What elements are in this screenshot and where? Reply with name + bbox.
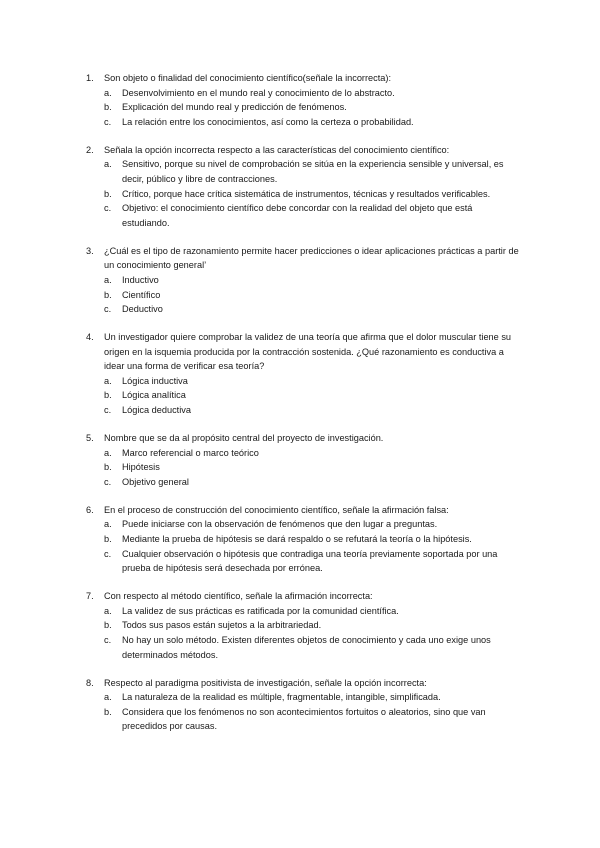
option-item <box>86 187 520 202</box>
question-text: Nombre que se da al propósito central del proyecto de investigación. <box>104 433 384 444</box>
option-item <box>86 633 520 662</box>
option-text: Cualquier observación o hipótesis que contradiga una teoría previamente soportada por una prueba de hipótesis será desechada por errónea. <box>122 548 498 574</box>
option-list <box>86 273 520 317</box>
option-text: Sensitivo, porque su nivel de comprobación se sitúa en la experiencia sensible y universal, es decir, público y libre de contracciones. <box>122 159 504 184</box>
option-letter: a. <box>104 519 112 530</box>
option-item <box>86 288 520 303</box>
question-list <box>86 71 520 734</box>
option-letter: b. <box>104 462 112 473</box>
option-letter: c. <box>104 548 112 559</box>
option-text: Lógica deductiva <box>122 405 191 416</box>
option-item <box>86 517 520 532</box>
question-row <box>86 676 520 691</box>
option-item <box>86 388 520 403</box>
option-item <box>86 690 520 705</box>
option-text: La naturaleza de la realidad es múltiple, fragmentable, intangible, simplificada. <box>122 692 441 703</box>
option-text: La validez de sus prácticas es ratificada por la comunidad científica. <box>122 605 399 616</box>
option-item <box>86 273 520 288</box>
question-row <box>86 71 520 86</box>
question-number: 2. <box>86 144 94 155</box>
option-letter: b. <box>104 188 112 199</box>
question-row <box>86 503 520 518</box>
option-text: Considera que los fenómenos no son acontecimientos fortuitos o aleatorios, sino que van precedidos por causas. <box>122 706 486 732</box>
question-row <box>86 431 520 446</box>
option-letter: a. <box>104 605 112 616</box>
question-row <box>86 143 520 158</box>
question-number: 3. <box>86 245 94 256</box>
option-text: Deductivo <box>122 304 163 315</box>
option-item <box>86 532 520 547</box>
option-list <box>86 157 520 230</box>
option-list <box>86 690 520 734</box>
option-list <box>86 374 520 418</box>
option-text: Explicación del mundo real y predicción de fenómenos. <box>122 102 347 113</box>
option-text: Marco referencial o marco teórico <box>122 447 259 458</box>
option-item <box>86 604 520 619</box>
option-text: Desenvolvimiento en el mundo real y conocimiento de lo abstracto. <box>122 87 395 98</box>
question-item <box>86 143 520 231</box>
option-text: Inductivo <box>122 274 159 285</box>
question-text: Un investigador quiere comprobar la validez de una teoría que afirma que el dolor muscular tiene su origen en la isquemia producida por la contracción sostenida. ¿Qué razonamiento es conductiva a idear una forma de verificar esa teoría? <box>104 332 512 372</box>
question-item <box>86 244 520 317</box>
option-letter: b. <box>104 102 112 113</box>
option-letter: b. <box>104 289 112 300</box>
option-item <box>86 547 520 576</box>
question-text: Respecto al paradigma positivista de investigación, señale la opción incorrecta: <box>104 677 427 688</box>
option-letter: b. <box>104 620 112 631</box>
option-text: Puede iniciarse con la observación de fenómenos que den lugar a preguntas. <box>122 519 438 530</box>
question-text: Con respecto al método científico, señale la afirmación incorrecta: <box>104 591 373 602</box>
question-item <box>86 503 520 576</box>
option-letter: c. <box>104 116 112 127</box>
question-item <box>86 431 520 489</box>
option-item <box>86 705 520 734</box>
question-row <box>86 589 520 604</box>
option-text: Todos sus pasos están sujetos a la arbitrariedad. <box>122 620 322 631</box>
option-letter: a. <box>104 159 112 170</box>
question-number: 6. <box>86 504 94 515</box>
option-text: Lógica inductiva <box>122 375 188 386</box>
option-item <box>86 201 520 230</box>
option-list <box>86 517 520 575</box>
option-text: Científico <box>122 289 161 300</box>
option-item <box>86 100 520 115</box>
question-text: Señala la opción incorrecta respecto a las características del conocimiento científico: <box>104 144 450 155</box>
question-item <box>86 71 520 129</box>
question-number: 5. <box>86 433 94 444</box>
option-letter: c. <box>104 203 112 214</box>
option-item <box>86 403 520 418</box>
option-letter: b. <box>104 706 112 717</box>
option-letter: c. <box>104 634 112 645</box>
option-list <box>86 86 520 130</box>
option-text: Mediante la prueba de hipótesis se dará respaldo o se refutará la teoría o la hipótesis. <box>122 533 472 544</box>
question-row <box>86 244 520 273</box>
option-item <box>86 302 520 317</box>
option-text: No hay un solo método. Existen diferentes objetos de conocimiento y cada uno exige unos determinados métodos. <box>122 634 491 660</box>
option-letter: c. <box>104 304 112 315</box>
question-number: 7. <box>86 591 94 602</box>
option-letter: c. <box>104 476 112 487</box>
question-item <box>86 676 520 734</box>
option-text: La relación entre los conocimientos, así como la certeza o probabilidad. <box>122 116 414 127</box>
question-number: 1. <box>86 73 94 83</box>
option-text: Objetivo general <box>122 476 189 487</box>
option-item <box>86 157 520 186</box>
question-text: ¿Cuál es el tipo de razonamiento permite hacer predicciones o idear aplicaciones prácticas a partir de un conocimiento general’ <box>104 245 519 271</box>
option-letter: c. <box>104 405 112 416</box>
question-item <box>86 589 520 662</box>
option-letter: a. <box>104 87 112 98</box>
option-item <box>86 475 520 490</box>
question-text: En el proceso de construcción del conocimiento científico, señale la afirmación falsa: <box>104 504 449 515</box>
option-list <box>86 604 520 662</box>
option-item <box>86 374 520 389</box>
question-item <box>86 330 520 418</box>
option-letter: b. <box>104 533 112 544</box>
option-text: Crítico, porque hace crítica sistemática de instrumentos, técnicas y resultados verificables. <box>122 188 491 199</box>
option-letter: a. <box>104 274 112 285</box>
question-number: 8. <box>86 677 94 688</box>
option-item <box>86 86 520 101</box>
option-letter: a. <box>104 692 112 703</box>
option-item <box>86 618 520 633</box>
option-letter: b. <box>104 390 112 401</box>
option-text: Hipótesis <box>122 462 160 473</box>
option-item <box>86 460 520 475</box>
option-text: Objetivo: el conocimiento científico debe concordar con la realidad del objeto que está estudiando. <box>122 203 473 228</box>
question-number: 4. <box>86 332 94 343</box>
option-item <box>86 115 520 130</box>
option-letter: a. <box>104 447 112 458</box>
question-text: Son objeto o finalidad del conocimiento científico(señale la incorrecta): <box>104 73 392 83</box>
option-item <box>86 446 520 461</box>
question-row <box>86 330 520 374</box>
option-text: Lógica analítica <box>122 390 186 401</box>
option-list <box>86 446 520 490</box>
option-letter: a. <box>104 375 112 386</box>
